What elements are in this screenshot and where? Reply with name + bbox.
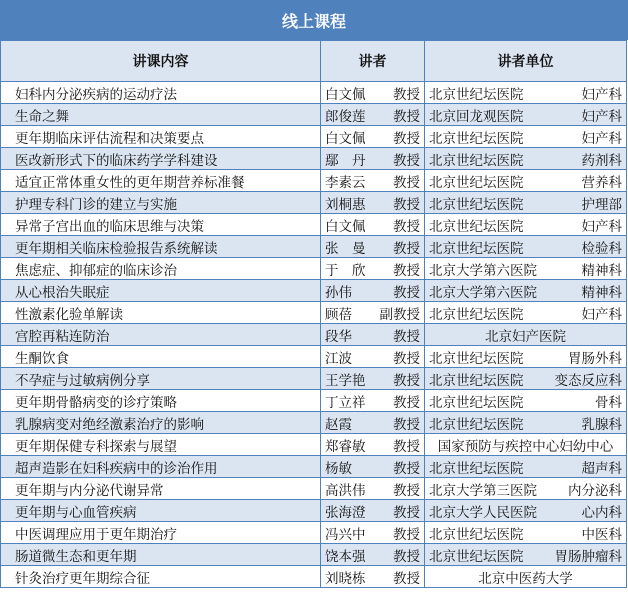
hospital-name: 北京世纪坛医院 <box>429 130 524 147</box>
table-row <box>1 544 627 566</box>
organization-cell <box>425 148 627 170</box>
speaker-rank: 教授 <box>393 438 420 455</box>
hospital-name: 北京世纪坛医院 <box>429 372 524 389</box>
course-topic: 性激素化验单解读 <box>1 302 321 324</box>
organization-pair <box>429 545 622 565</box>
course-topic: 更年期保健专科探索与展望 <box>1 434 321 456</box>
speaker-rank: 教授 <box>393 416 420 433</box>
speaker-pair <box>325 149 420 169</box>
department-name: 妇产科 <box>581 306 622 323</box>
speaker-name: 张海澄 <box>325 504 366 521</box>
hospital-name: 北京中医药大学 <box>478 570 573 587</box>
table-row <box>1 82 627 104</box>
header-row <box>1 41 627 82</box>
header-topic: 讲课内容 <box>1 41 321 82</box>
speaker-cell <box>321 522 425 544</box>
table-row <box>1 214 627 236</box>
table-row <box>1 302 627 324</box>
speaker-pair <box>325 501 420 521</box>
course-topic: 妇科内分泌疾病的运动疗法 <box>1 82 321 104</box>
department-name: 内分泌科 <box>568 482 622 499</box>
course-topic: 更年期与内分泌代谢异常 <box>1 478 321 500</box>
hospital-name: 北京世纪坛医院 <box>429 196 524 213</box>
organization-pair <box>429 105 622 125</box>
speaker-name: 丁立祥 <box>325 394 366 411</box>
department-name: 妇产科 <box>581 108 622 125</box>
speaker-name: 白文佩 <box>325 218 366 235</box>
hospital-name: 北京世纪坛医院 <box>429 460 524 477</box>
speaker-name: 饶本强 <box>325 548 366 565</box>
hospital-name: 北京世纪坛医院 <box>429 218 524 235</box>
hospital-name: 北京大学人民医院 <box>429 504 537 521</box>
organization-pair <box>429 479 622 499</box>
department-name: 检验科 <box>581 240 622 257</box>
hospital-name: 北京世纪坛医院 <box>429 240 524 257</box>
speaker-cell <box>321 368 425 390</box>
speaker-rank: 教授 <box>393 504 420 521</box>
hospital-name: 国家预防与疾控中心妇幼中心 <box>437 438 614 455</box>
department-name: 变态反应科 <box>554 372 622 389</box>
speaker-pair <box>325 369 420 389</box>
speaker-rank: 教授 <box>393 350 420 367</box>
table-row <box>1 412 627 434</box>
speaker-cell <box>321 434 425 456</box>
table-row <box>1 456 627 478</box>
speaker-name: 刘桐惠 <box>325 196 366 213</box>
course-topic: 乳腺病变对绝经激素治疗的影响 <box>1 412 321 434</box>
speaker-rank: 教授 <box>393 570 420 587</box>
table-row <box>1 258 627 280</box>
speaker-pair <box>325 413 420 433</box>
organization-pair <box>429 325 622 345</box>
hospital-name: 北京大学第六医院 <box>429 262 537 279</box>
speaker-name: 鄢 丹 <box>325 152 366 169</box>
speaker-rank: 教授 <box>393 152 420 169</box>
organization-cell <box>425 280 627 302</box>
course-topic: 医改新形式下的临床药学学科建设 <box>1 148 321 170</box>
speaker-rank: 教授 <box>393 284 420 301</box>
speaker-rank: 教授 <box>393 372 420 389</box>
table-row <box>1 368 627 390</box>
organization-cell <box>425 170 627 192</box>
speaker-cell <box>321 82 425 104</box>
course-topic: 更年期与心血管疾病 <box>1 500 321 522</box>
department-name: 心内科 <box>581 504 622 521</box>
hospital-name: 北京世纪坛医院 <box>429 174 524 191</box>
table-row <box>1 324 627 346</box>
department-name: 护理部 <box>581 196 622 213</box>
speaker-rank: 教授 <box>393 482 420 499</box>
organization-cell <box>425 478 627 500</box>
table-row <box>1 104 627 126</box>
department-name: 妇产科 <box>581 130 622 147</box>
speaker-cell <box>321 456 425 478</box>
course-topic: 超声造影在妇科疾病中的诊治作用 <box>1 456 321 478</box>
speaker-rank: 教授 <box>393 394 420 411</box>
speaker-name: 白文佩 <box>325 86 366 103</box>
course-topic: 更年期相关临床检验报告系统解读 <box>1 236 321 258</box>
speaker-pair <box>325 171 420 191</box>
table-row <box>1 236 627 258</box>
table-title: 线上课程 <box>0 0 628 41</box>
hospital-name: 北京世纪坛医院 <box>429 548 524 565</box>
organization-cell <box>425 302 627 324</box>
speaker-name: 赵霞 <box>325 416 352 433</box>
table-row <box>1 170 627 192</box>
hospital-name: 北京大学第三医院 <box>429 482 537 499</box>
speaker-pair <box>325 259 420 279</box>
organization-cell <box>425 82 627 104</box>
department-name: 精神科 <box>581 262 622 279</box>
table-row <box>1 500 627 522</box>
speaker-cell <box>321 346 425 368</box>
course-topic: 针灸治疗更年期综合征 <box>1 566 321 588</box>
speaker-name: 郑睿敏 <box>325 438 366 455</box>
organization-cell <box>425 214 627 236</box>
hospital-name: 北京世纪坛医院 <box>429 526 524 543</box>
speaker-cell <box>321 170 425 192</box>
organization-pair <box>429 391 622 411</box>
hospital-name: 北京妇产医院 <box>485 328 566 345</box>
speaker-pair <box>325 523 420 543</box>
table-row <box>1 346 627 368</box>
course-topic: 更年期临床评估流程和决策要点 <box>1 126 321 148</box>
organization-cell <box>425 192 627 214</box>
organization-pair <box>429 171 622 191</box>
organization-pair <box>429 523 622 543</box>
speaker-pair <box>325 215 420 235</box>
course-topic: 生命之舞 <box>1 104 321 126</box>
course-topic: 适宜正常体重女性的更年期营养标准餐 <box>1 170 321 192</box>
speaker-cell <box>321 258 425 280</box>
speaker-pair <box>325 567 420 587</box>
organization-pair <box>429 193 622 213</box>
speaker-rank: 教授 <box>393 548 420 565</box>
hospital-name: 北京世纪坛医院 <box>429 416 524 433</box>
speaker-name: 高洪伟 <box>325 482 366 499</box>
organization-cell <box>425 126 627 148</box>
speaker-name: 王学艳 <box>325 372 366 389</box>
speaker-pair <box>325 391 420 411</box>
course-topic: 焦虑症、抑郁症的临床诊治 <box>1 258 321 280</box>
speaker-pair <box>325 105 420 125</box>
speaker-cell <box>321 126 425 148</box>
organization-pair <box>429 259 622 279</box>
organization-pair <box>429 127 622 147</box>
hospital-name: 北京世纪坛医院 <box>429 152 524 169</box>
speaker-rank: 副教授 <box>379 306 420 323</box>
speaker-cell <box>321 148 425 170</box>
speaker-cell <box>321 214 425 236</box>
table-row <box>1 566 627 588</box>
course-topic: 更年期骨骼病变的诊疗策略 <box>1 390 321 412</box>
department-name: 药剂科 <box>581 152 622 169</box>
department-name: 妇产科 <box>581 218 622 235</box>
organization-pair <box>429 369 622 389</box>
speaker-cell <box>321 390 425 412</box>
speaker-rank: 教授 <box>393 130 420 147</box>
hospital-name: 北京大学第六医院 <box>429 284 537 301</box>
speaker-name: 顾蓓 <box>325 306 352 323</box>
organization-cell <box>425 412 627 434</box>
speaker-pair <box>325 127 420 147</box>
speaker-cell <box>321 236 425 258</box>
organization-cell <box>425 456 627 478</box>
speaker-name: 杨敏 <box>325 460 352 477</box>
organization-pair <box>429 435 622 455</box>
department-name: 骨科 <box>595 394 622 411</box>
course-topic: 从心根治失眠症 <box>1 280 321 302</box>
organization-pair <box>429 457 622 477</box>
organization-pair <box>429 237 622 257</box>
speaker-pair <box>325 545 420 565</box>
speaker-rank: 教授 <box>393 328 420 345</box>
speaker-rank: 教授 <box>393 108 420 125</box>
speaker-cell <box>321 500 425 522</box>
table-row <box>1 478 627 500</box>
organization-pair <box>429 501 622 521</box>
hospital-name: 北京回龙观医院 <box>429 108 524 125</box>
speaker-name: 江波 <box>325 350 352 367</box>
course-topic: 护理专科门诊的建立与实施 <box>1 192 321 214</box>
course-topic: 异常子宫出血的临床思维与决策 <box>1 214 321 236</box>
speaker-rank: 教授 <box>393 460 420 477</box>
hospital-name: 北京世纪坛医院 <box>429 86 524 103</box>
table-row <box>1 280 627 302</box>
speaker-cell <box>321 412 425 434</box>
speaker-pair <box>325 281 420 301</box>
table-row <box>1 390 627 412</box>
organization-pair <box>429 347 622 367</box>
speaker-name: 段华 <box>325 328 352 345</box>
organization-cell <box>425 566 627 588</box>
organization-cell <box>425 346 627 368</box>
speaker-name: 冯兴中 <box>325 526 366 543</box>
organization-cell <box>425 500 627 522</box>
speaker-rank: 教授 <box>393 526 420 543</box>
course-topic: 中医调理应用于更年期治疗 <box>1 522 321 544</box>
department-name: 胃肠肿瘤科 <box>554 548 622 565</box>
organization-pair <box>429 215 622 235</box>
table-row <box>1 434 627 456</box>
speaker-cell <box>321 544 425 566</box>
organization-cell <box>425 258 627 280</box>
organization-cell <box>425 236 627 258</box>
organization-cell <box>425 544 627 566</box>
speaker-name: 郎俊莲 <box>325 108 366 125</box>
speaker-name: 刘晓栋 <box>325 570 366 587</box>
speaker-rank: 教授 <box>393 218 420 235</box>
speaker-pair <box>325 303 420 323</box>
speaker-cell <box>321 302 425 324</box>
course-table <box>0 40 627 588</box>
speaker-pair <box>325 325 420 345</box>
department-name: 乳腺科 <box>581 416 622 433</box>
department-name: 精神科 <box>581 284 622 301</box>
table-row <box>1 126 627 148</box>
organization-cell <box>425 324 627 346</box>
speaker-name: 白文佩 <box>325 130 366 147</box>
organization-pair <box>429 149 622 169</box>
speaker-pair <box>325 193 420 213</box>
speaker-rank: 教授 <box>393 196 420 213</box>
department-name: 营养科 <box>581 174 622 191</box>
organization-pair <box>429 413 622 433</box>
speaker-pair <box>325 237 420 257</box>
speaker-name: 张 曼 <box>325 240 366 257</box>
speaker-name: 于 欣 <box>325 262 366 279</box>
organization-pair <box>429 83 622 103</box>
department-name: 超声科 <box>581 460 622 477</box>
course-topic: 肠道微生态和更年期 <box>1 544 321 566</box>
course-topic: 生酮饮食 <box>1 346 321 368</box>
organization-cell <box>425 522 627 544</box>
table-body <box>1 82 627 588</box>
speaker-pair <box>325 435 420 455</box>
speaker-rank: 教授 <box>393 174 420 191</box>
speaker-cell <box>321 280 425 302</box>
hospital-name: 北京世纪坛医院 <box>429 394 524 411</box>
speaker-pair <box>325 479 420 499</box>
table-row <box>1 192 627 214</box>
hospital-name: 北京世纪坛医院 <box>429 350 524 367</box>
header-speaker: 讲者 <box>321 41 425 82</box>
speaker-name: 孙伟 <box>325 284 352 301</box>
speaker-cell <box>321 478 425 500</box>
speaker-cell <box>321 566 425 588</box>
course-topic: 宫腔再粘连防治 <box>1 324 321 346</box>
speaker-pair <box>325 457 420 477</box>
organization-cell <box>425 434 627 456</box>
organization-cell <box>425 368 627 390</box>
organization-pair <box>429 281 622 301</box>
organization-pair <box>429 567 622 587</box>
organization-pair <box>429 303 622 323</box>
department-name: 胃肠外科 <box>568 350 622 367</box>
department-name: 中医科 <box>581 526 622 543</box>
speaker-pair <box>325 347 420 367</box>
course-topic: 不孕症与过敏病例分享 <box>1 368 321 390</box>
speaker-rank: 教授 <box>393 240 420 257</box>
speaker-pair <box>325 83 420 103</box>
department-name: 妇产科 <box>581 86 622 103</box>
table-row <box>1 522 627 544</box>
speaker-cell <box>321 192 425 214</box>
speaker-rank: 教授 <box>393 262 420 279</box>
header-org: 讲者单位 <box>425 41 627 82</box>
table-row <box>1 148 627 170</box>
speaker-rank: 教授 <box>393 86 420 103</box>
organization-cell <box>425 390 627 412</box>
hospital-name: 北京世纪坛医院 <box>429 306 524 323</box>
organization-cell <box>425 104 627 126</box>
speaker-cell <box>321 324 425 346</box>
speaker-cell <box>321 104 425 126</box>
speaker-name: 李素云 <box>325 174 366 191</box>
